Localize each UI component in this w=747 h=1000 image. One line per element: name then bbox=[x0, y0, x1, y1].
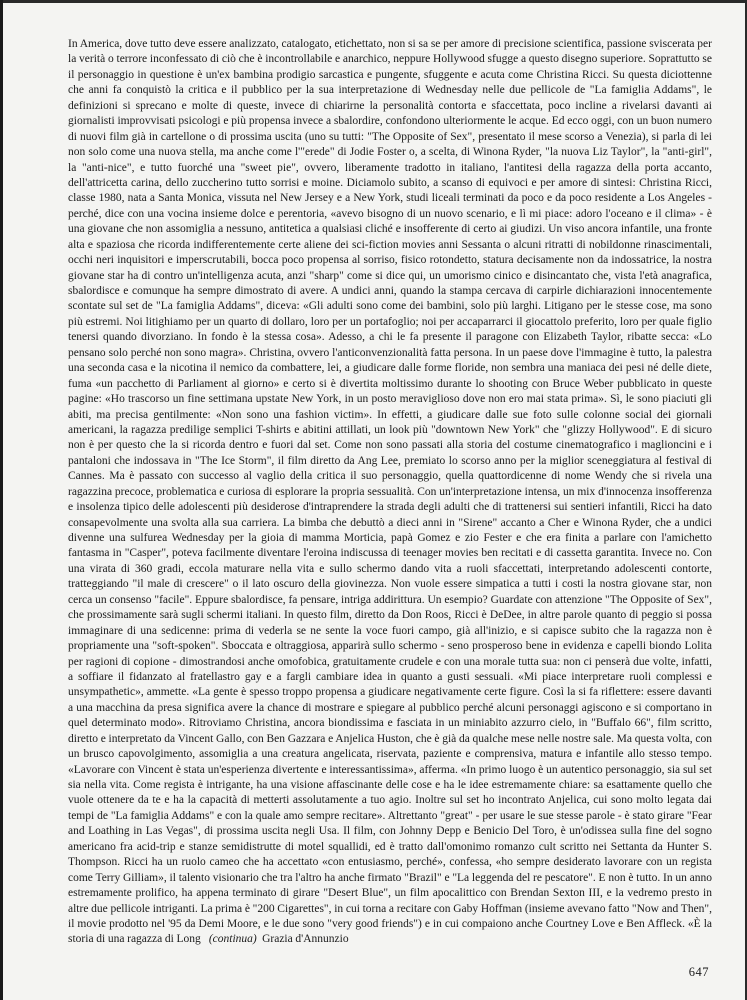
article-column bbox=[68, 37, 712, 948]
article-paragraph bbox=[68, 37, 712, 948]
article-body: In America, dove tutto deve essere analizzato, catalogato, etichettato, non si sa se per amore di precisione scientifica, passione sviscerata per la verità o terrore inconfessato di ciò che è incontrollabile e anarchico, neppure Hollywood sfugge a questo disegno superiore. Soprattutto se il personaggio in questione è un'ex bambina prodigio sarcastica e pungente, sfuggente e acuta come Christina Ricci. Su questa diciottenne che anni fa conquistò la critica e il pubblico per la sua interpretazione di Wednesday nelle due pellicole de "La famiglia Addams", le definizioni si sprecano e molte di queste, invece di chiarirne la personalità contorta e sfaccettata, poco incline a rivelarsi davanti ai giornalisti improvvisati psicologi e più propensa invece a sbalordire, confondono ulteriormente le acque. Ed ecco oggi, con un buon numero di nuovi film già in cartellone o di prossima uscita (uno su tutti: "The Opposite of Sex", presentato il mese scorso a Venezia), si parla di lei non solo come una nuova stella, ma anche come l'"erede" di Jodie Foster o, a scelta, di Winona Ryder, "la nuova Liz Taylor", la "anti-girl", la "anti-nice", e tutto fuorché una "sweet pie", ovvero, liberamente tradotto in italiano, l'antitesi della ragazza della porta accanto, dell'attricetta carina, dello zuccherino tutto sorrisi e moine. Diciamolo subito, a scanso di equivoci e per amore di sintesi: Christina Ricci, classe 1980, nata a Santa Monica, vissuta nel New Jersey e a New York, studi liceali terminati da poco e da poco residente a Los Angeles - perché, dice con una vocina insieme dolce e perentoria, «avevo bisogno di un nuovo scenario, e lì mi piace: adoro l'oceano e il clima» - è una giovane che non assomiglia a nessuno, antitetica a qualsiasi cliché e insofferente di certo ai giudizi. Un viso ancora infantile, una fronte alta e spaziosa che ricorda indifferentemente certe aliene dei sci-fiction movies anni Sessanta o alcuni ritratti di nobildonne rinascimentali, occhi neri inquisitori e imperscrutabili, bocca poco propensa al sorriso, fisico rotondetto, statura decisamente non da indossatrice, la nostra giovane star ha di contro un'intelligenza acuta, anzi "sharp" come si dice qui, un umorismo cinico e disincantato che, vista l'età anagrafica, sbalordisce e comunque ha sempre dimostrato di avere. A undici anni, quando la stampa cercava di carpirle dichiarazioni innocentemente scontate sul set de "La famiglia Addams", diceva: «Gli adulti sono come dei bambini, solo più larghi. Litigano per le stesse cose, ma sono più estremi. Noi litighiamo per un quarto di dollaro, loro per un portafoglio; noi per accaparrarci il giocattolo preferito, loro per quale figlio tenersi quando divorziano. In fondo è la stessa cosa». Adesso, a chi le fa presente il paragone con Elizabeth Taylor, ribatte secca: «Lo pensano solo perché non sono magra». Christina, ovvero l'anticonvenzionalità fatta persona. In un paese dove l'immagine è tutto, la palestra una seconda casa e la nicotina il nemico da combattere, lei, a giudicare dalle forme floride, non sembra una maniaca dei pesi né delle diete, fuma «un pacchetto di Parliament al giorno» e certo si è divertita moltissimo durante lo shooting con Bruce Weber pubblicato in queste pagine: «Ho trascorso un fine settimana upstate New York, in un posto meraviglioso dove non ero mai stata prima». Sì, le sono piaciuti gli abiti, ma precisa gentilmente: «Non sono una fashion victim». In effetti, a giudicare dalle sue foto sulle colonne social dei giornali americani, la ragazza predilige semplici T-shirts e abitini attillati, un look più "downtown New York" che "glizzy Hollywood". E di sicuro non è per questo che la si ricorda dentro e fuori dal set. Come non sono passati alla storia del costume cinematografico i maglioncini e i pantaloni che indossava in "The Ice Storm", il film diretto da Ang Lee, premiato lo scorso anno per la miglior sceneggiatura al festival di Cannes. Ma è passato con successo al vaglio della critica il suo personaggio, quella quattordicenne di nome Wendy che si rivela una ragazzina precoce, problematica e curiosa di esplorare la propria sessualità. Con un'interpretazione intensa, un mix d'innocenza insofferenza e insolenza tipico delle adolescenti più desiderose d'intraprendere la strada degli adulti che di trattenersi sui sentieri infantili, Ricci ha dato consapevolmente una svolta alla sua carriera. La bimba che debuttò a dieci anni in "Sirene" accanto a Cher e Winona Ryder, che a undici divenne una sulfurea Wednesday per la gioia di mamma Morticia, papà Gomez e zio Fester e che era finita a parlare con l'amichetto fantasma in "Casper", poteva facilmente diventare l'eroina indiscussa di teenager movies ben recitati e di cassetta garantita. Invece no. Con una virata di 360 gradi, eccola maturare nella vita e sullo schermo dando vita a ruoli sfaccettati, interpretando adolescenti contorte, tratteggiando "il male di crescere" o il lato oscuro della giovinezza. Non vuole essere simpatica a tutti i costi la nostra giovane star, non cerca un consenso "facile". Eppure sbalordisce, fa pensare, intriga addirittura. Un esempio? Guardate con attenzione "The Opposite of Sex", che prossimamente sarà sugli schermi italiani. In questo film, diretto da Don Roos, Ricci è DeDee, in altre parole quanto di peggio si possa immaginare di una sedicenne: prima di vederla se ne sente la voce fuori campo, già all'inizio, e si capisce subito che la ragazza non è propriamente una "soft-spoken". Sboccata e oltraggiosa, apparirà sullo schermo - seno prosperoso bene in evidenza e capelli biondo Lolita per ragioni di copione - dimostrandosi anche omofobica, gratuitamente crudele e con una morale tutta sua: non ci penserà due volte, infatti, a soffiare il fidanzato al fratellastro gay e a fargli cambiare idea in quanto a gusti sessuali. «Mi piace interpretare ruoli complessi e unsympathetic», ammette. «La gente è spesso troppo propensa a giudicare negativamente certe figure. Così la si fa riflettere: essere davanti a una macchina da presa significa avere la chance di mostrare e spiegare al pubblico perché alcuni personaggi agiscono e si comportano in quel determinato modo». Ritroviamo Christina, ancora biondissima e fasciata in un miniabito azzurro cielo, in "Buffalo 66", film scritto, diretto e interpretato da Vincent Gallo, con Ben Gazzara e Anjelica Huston, che è già da qualche mese nelle nostre sale. Ma questa volta, con un brusco capovolgimento, assomiglia a una creatura angelicata, riservata, paziente e comprensiva, matura e infantile allo stesso tempo. «Lavorare con Vincent è stata un'esperienza divertente e interessantissima», afferma. «In primo luogo è un autentico personaggio, sia sul set sia nella vita. Come regista è intrigante, ha una visione affascinante delle cose e ha le idee estremamente chiare: sa esattamente quello che vuole ottenere da te e ha la capacità di metterti assolutamente a tuo agio. Inoltre sul set ho incontrato Anjelica, cui sono molto legata dai tempi de "La famiglia Addams" e con la quale amo sempre recitare». Altrettanto "great" - per usare le sue stesse parole - è stato girare "Fear and Loathing in Las Vegas", di prossima uscita negli Usa. Il film, con Johnny Depp e Benicio Del Toro, è un'odissea sulla fine del sogno americano fra acid-trip e stanze semidistrutte di motel squallidi, ed è tratto dall'omonimo romanzo cult scritto nei Settanta da Hunter S. Thompson. Ricci ha un ruolo cameo che ha accettato «con entusiasmo, perché», confessa, «ho sempre desiderato lavorare con un regista come Terry Gilliam», il talento visionario che tra l'altro ha anche firmato "Brazil" e "La leggenda del re pescatore". E non è tutto. In un anno estremamente prolifico, ha appena terminato di girare "Desert Blue", un film apocalittico con Brendan Sexton III, e la vedremo presto in altre due pellicole intriganti. La prima è "200 Cigarettes", in cui torna a recitare con Gaby Hoffman (insieme avevano fatto "Now and Then", il movie prodotto nel '95 da Demi Moore, e le due sono "very good friends") e in cui compaiono anche Courtney Love e Ben Affleck. «È la storia di una ragazza di Long bbox=[68, 38, 712, 946]
page-edge-top bbox=[0, 0, 747, 3]
author-signature: Grazia d'Annunzio bbox=[262, 933, 349, 946]
continua-label: (continua) bbox=[208, 933, 257, 946]
page-number: 647 bbox=[688, 965, 709, 979]
page-edge-left bbox=[0, 0, 3, 1000]
